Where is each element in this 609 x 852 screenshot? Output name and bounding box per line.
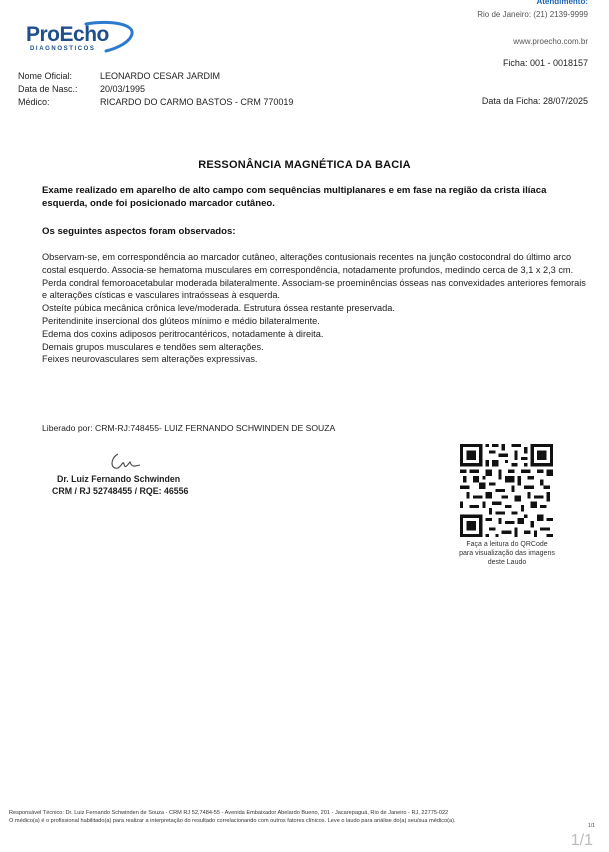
report-title: RESSONÂNCIA MAGNÉTICA DA BACIA: [198, 159, 411, 171]
aspects-heading: Os seguintes aspectos foram observados:: [42, 226, 236, 237]
qr-caption-line: para visualização das imagens: [459, 550, 555, 557]
finding-item: Demais grupos musculares e tendões sem alterações.: [42, 341, 264, 352]
report-intro: Exame realizado em aparelho de alto campo com sequências multiplanares e em fase na região da crista ilíaca esquerda, onde foi posicionado marcador cutâneo.: [42, 185, 547, 209]
birth-date-row: [18, 83, 293, 96]
ficha-date: Data da Ficha: 28/07/2025: [481, 96, 588, 106]
patient-name-row: [18, 70, 293, 83]
attendance-label: Atendimento:: [536, 0, 588, 6]
handwritten-signature: [108, 450, 148, 474]
footer: [9, 809, 594, 825]
page-number: 1/1: [570, 832, 593, 849]
signer-crm: CRM / RJ 52748455 / RQE: 46556: [52, 486, 189, 496]
qr-caption-line: Faça a leitura do QRCode: [466, 541, 548, 548]
patient-info: [18, 70, 293, 109]
finding-item: Edema dos coxins adiposos peritrocantéricos, notadamente à direita.: [42, 328, 324, 339]
finding-item: Osteíte púbica mecânica crônica leve/moderada. Estrutura óssea restante preservada.: [42, 303, 395, 314]
proecho-logo: [26, 20, 138, 56]
logo-wordmark: ProEcho: [26, 23, 109, 46]
finding-item: Observam-se, em correspondência ao marcador cutâneo, alterações contusionais recentes na junção costocondral do último arco costal esquerdo. Associa-se hematoma musculares em correspondência, notadamente profundos, medindo cerca de 3,1 x 2,3 cm.: [42, 252, 574, 275]
logo-subtitle: DIAGNOSTICOS: [30, 46, 96, 52]
website-link[interactable]: www.proecho.com.br: [513, 37, 588, 46]
birth-date-label: Data de Nasc.:: [18, 84, 78, 94]
finding-item: Feixes neurovasculares sem alterações expressivas.: [42, 354, 258, 365]
page-number-small: 1/1: [588, 823, 595, 829]
doctor-label: Médico:: [18, 97, 50, 107]
ficha-number: Ficha: 001 - 0018157: [502, 58, 588, 68]
phone-number: Rio de Janeiro: (21) 2139-9999: [477, 10, 588, 19]
signer-block: [52, 473, 188, 497]
qr-caption: [444, 540, 570, 567]
patient-name: LEONARDO CESAR JARDIM: [100, 71, 221, 81]
qr-caption-line: deste Laudo: [487, 559, 527, 566]
footer-disclaimer: O médico(a) é o profissional habilitado(a) para realizar a interpretação do resultado correlacionando com outros fatores clínicos. Leve o laudo para análise do(a) seu/sua médico(a).: [9, 818, 456, 824]
doctor-name: RICARDO DO CARMO BASTOS - CRM 770019: [100, 97, 294, 107]
finding-item: Peritendinite insercional dos glúteos mínimo e médio bilateralmente.: [42, 315, 320, 326]
doctor-row: [18, 96, 293, 109]
released-by: Liberado por: CRM-RJ:748455- LUIZ FERNANDO SCHWINDEN DE SOUZA: [42, 423, 336, 433]
patient-name-label: Nome Oficial:: [18, 71, 73, 81]
signer-name: Dr. Luiz Fernando Schwinden: [57, 474, 181, 484]
finding-item: Perda condral femoroacetabular moderada bilateralmente. Associam-se proeminências ósseas nas convexidades anteriores femorais e alterações císticas e vasculares intraósseas à esquerda.: [42, 277, 586, 301]
footer-responsible: Responsável Técnico: Dr. Luiz Fernando Schwinden de Souza - CRM RJ 52.7484-55 - Avenida Embaixador Abelardo Bueno, 201 - Jacarepaguá, Rio de Janeiro - RJ, 22775-022: [9, 810, 449, 816]
birth-date: 20/03/1995: [100, 84, 146, 94]
qr-code-icon[interactable]: [460, 444, 553, 537]
findings-list: [42, 251, 587, 366]
